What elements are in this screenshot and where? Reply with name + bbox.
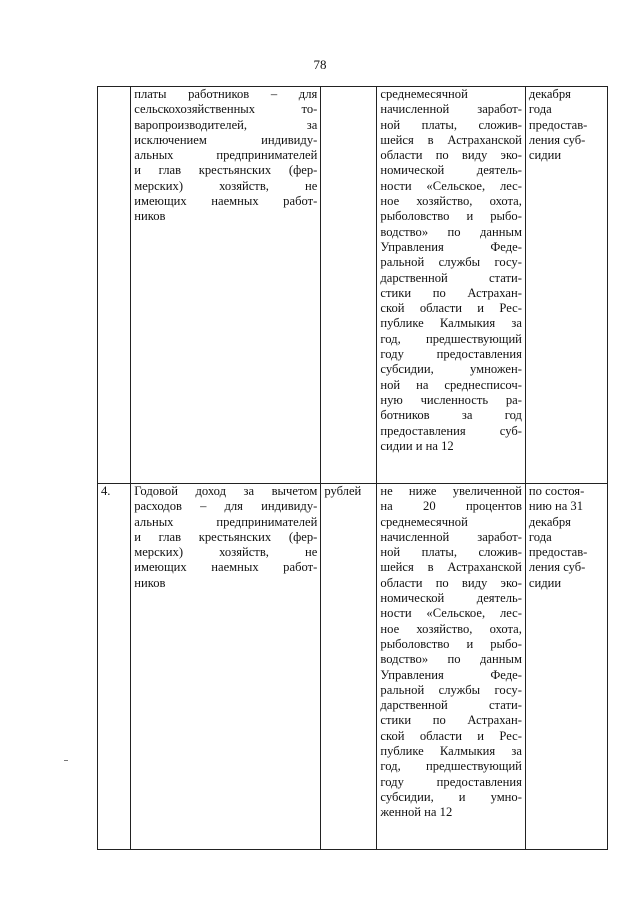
text-line: среднемесячной bbox=[380, 514, 468, 529]
text-line: год, предшествующий bbox=[380, 759, 522, 774]
text-line: предоставления суб- bbox=[380, 423, 522, 438]
text-line: по состоя- bbox=[528, 484, 585, 498]
text-line: женной на 12 bbox=[380, 805, 453, 820]
text-line: субсидии, умножен- bbox=[380, 362, 522, 377]
text-line: декабря bbox=[528, 87, 571, 101]
date-cell bbox=[525, 484, 607, 850]
text-line: шейся в Астраханской bbox=[380, 132, 522, 147]
text-line: области по виду эко- bbox=[380, 148, 522, 163]
text-line: номической деятель- bbox=[380, 591, 522, 606]
text-line: году предоставления bbox=[380, 774, 522, 789]
date-cell bbox=[525, 87, 607, 484]
text-line: рыболовство и рыбо- bbox=[380, 209, 522, 224]
text-line: публике Калмыкия за bbox=[380, 316, 522, 331]
text-line: номической деятель- bbox=[380, 163, 522, 178]
text-line: варопроизводителей, за bbox=[134, 117, 318, 132]
text-line: предостав- bbox=[528, 545, 588, 560]
text-line: год, предшествующий bbox=[380, 331, 522, 346]
text-line: альных предпринимателей bbox=[134, 514, 318, 529]
text-line: сельскохозяйственных то- bbox=[134, 102, 318, 117]
row-number-cell bbox=[98, 87, 131, 484]
text-line: ной платы, сложив- bbox=[380, 117, 522, 132]
text-line: ральной службы госу- bbox=[380, 682, 522, 697]
text-line: мерских) хозяйств, не bbox=[134, 545, 318, 560]
text-line: году предоставления bbox=[380, 347, 522, 362]
text-line: на 20 процентов bbox=[380, 499, 522, 514]
indicator-cell bbox=[131, 484, 321, 850]
text-line: альных предпринимателей bbox=[134, 148, 318, 163]
text-line: ное хозяйство, охота, bbox=[380, 194, 522, 209]
text-line: ботников за год bbox=[380, 408, 522, 423]
text-line: ности «Сельское, лес- bbox=[380, 606, 522, 621]
text-line: субсидии, и умно- bbox=[380, 789, 522, 804]
text-line: и глав крестьянских (фер- bbox=[134, 163, 318, 178]
text-line: ральной службы госу- bbox=[380, 255, 522, 270]
text-line: начисленной заработ- bbox=[380, 529, 522, 544]
text-line: области по виду эко- bbox=[380, 575, 522, 590]
text-line: ской области и Рес- bbox=[380, 301, 522, 316]
text-line: расходов – для индивиду- bbox=[134, 499, 318, 514]
text-line: ной платы, сложив- bbox=[380, 545, 522, 560]
text-line: ления суб- bbox=[528, 560, 586, 575]
text-line: ную численность ра- bbox=[380, 392, 522, 407]
text-line: ников bbox=[134, 209, 166, 224]
text-line: ной на среднесписоч- bbox=[380, 377, 522, 392]
text-line: платы работников – для bbox=[134, 87, 318, 101]
text-line: стики по Астрахан- bbox=[380, 285, 522, 300]
unit-cell bbox=[321, 87, 377, 484]
text-line: предостав- bbox=[528, 117, 588, 132]
unit-cell: рублей bbox=[321, 484, 377, 850]
table-row bbox=[98, 87, 608, 484]
text-line: сидии bbox=[528, 148, 562, 163]
text-line: среднемесячной bbox=[380, 87, 468, 101]
text-line: шейся в Астраханской bbox=[380, 560, 522, 575]
text-line: стики по Астрахан- bbox=[380, 713, 522, 728]
indicator-cell bbox=[131, 87, 321, 484]
text-line: Управления Феде- bbox=[380, 239, 522, 254]
text-line: ления суб- bbox=[528, 132, 586, 147]
text-line: Годовой доход за вычетом bbox=[134, 484, 318, 498]
text-line: мерских) хозяйств, не bbox=[134, 178, 318, 193]
margin-mark bbox=[64, 760, 68, 761]
text-line: имеющих наемных работ- bbox=[134, 560, 318, 575]
value-cell bbox=[377, 87, 526, 484]
text-line: исключением индивиду- bbox=[134, 132, 318, 147]
text-line: начисленной заработ- bbox=[380, 102, 522, 117]
text-line: ное хозяйство, охота, bbox=[380, 621, 522, 636]
text-line: дарственной стати- bbox=[380, 698, 522, 713]
text-line: дарственной стати- bbox=[380, 270, 522, 285]
text-line: и глав крестьянских (фер- bbox=[134, 529, 318, 544]
value-cell bbox=[377, 484, 526, 850]
text-line: ности «Сельское, лес- bbox=[380, 178, 522, 193]
text-line: ников bbox=[134, 575, 166, 590]
text-line: года bbox=[528, 102, 552, 117]
text-line: рыболовство и рыбо- bbox=[380, 636, 522, 651]
text-line: сидии и на 12 bbox=[380, 438, 454, 453]
table-row bbox=[98, 484, 608, 850]
text-line: нию на 31 bbox=[528, 499, 584, 514]
text-line: публике Калмыкия за bbox=[380, 744, 522, 759]
text-line: сидии bbox=[528, 575, 562, 590]
text-line: ской области и Рес- bbox=[380, 728, 522, 743]
text-line: декабря bbox=[528, 514, 571, 529]
text-line: имеющих наемных работ- bbox=[134, 194, 318, 209]
row-number-cell: 4. bbox=[98, 484, 131, 850]
text-line: не ниже увеличенной bbox=[380, 484, 522, 498]
indicator-table bbox=[97, 86, 608, 850]
text-line: водство» по данным bbox=[380, 224, 522, 239]
page-number: 78 bbox=[313, 57, 327, 72]
text-line: водство» по данным bbox=[380, 652, 522, 667]
text-line: года bbox=[528, 529, 552, 544]
text-line: Управления Феде- bbox=[380, 667, 522, 682]
